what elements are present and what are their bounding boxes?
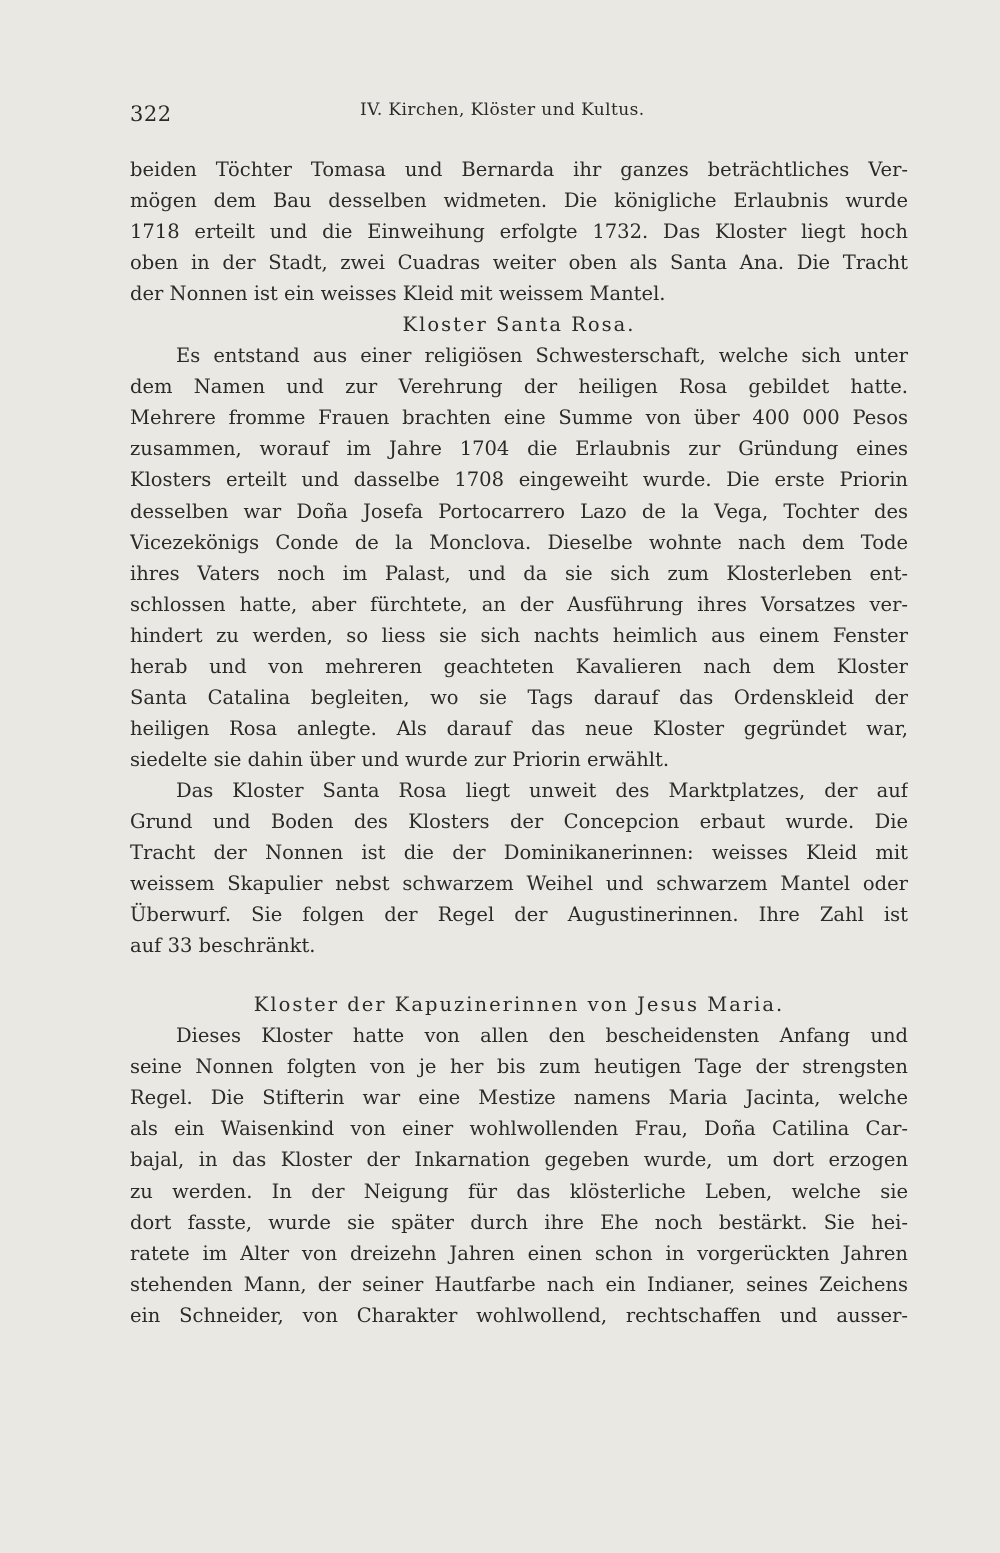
text-line: der Nonnen ist ein weisses Kleid mit weissem Mantel.: [130, 282, 666, 306]
text-line: siedelte sie dahin über und wurde zur Priorin erwählt.: [130, 747, 670, 771]
text-line: hindert zu werden, so liess sie sich nachts heimlich aus einem Fenster: [130, 623, 908, 647]
text-line: dort fasste, wurde sie später durch ihre Ehe noch bestärkt. Sie hei-: [130, 1210, 908, 1234]
text-line: stehenden Mann, der seiner Hautfarbe nach ein Indianer, seines Zeichens: [130, 1272, 908, 1296]
body-text: [130, 154, 908, 1331]
text-line: Das Kloster Santa Rosa liegt unweit des Marktplatzes, der auf: [176, 778, 908, 802]
text-line: beiden Töchter Tomasa und Bernarda ihr ganzes beträchtliches Ver-: [130, 158, 908, 181]
text-line: heiligen Rosa anlegte. Als darauf das neue Kloster gegründet war,: [130, 716, 908, 740]
text-line: Regel. Die Stifterin war eine Mestize namens Maria Jacinta, welche: [130, 1086, 908, 1110]
text-line: Überwurf. Sie folgen der Regel der Augustinerinnen. Ihre Zahl ist: [130, 903, 908, 927]
text-line: Dieses Kloster hatte von allen den bescheidensten Anfang und: [176, 1024, 908, 1048]
text-line: ein Schneider, von Charakter wohlwollend, rechtschaffen und ausser-: [130, 1303, 908, 1327]
text-line: herab und von mehreren geachteten Kavalieren nach dem Kloster: [130, 654, 908, 678]
text-line: schlossen hatte, aber fürchtete, an der Ausführung ihres Vorsatzes ver-: [130, 592, 908, 616]
text-line: Grund und Boden des Klosters der Concepcion erbaut wurde. Die: [130, 809, 908, 833]
text-line: als ein Waisenkind von einer wohlwollenden Frau, Doña Catilina Car-: [130, 1117, 908, 1141]
text-line: Vicezekönigs Conde de la Monclova. Dieselbe wohnte nach dem Tode: [130, 530, 908, 554]
text-line: 1718 erteilt und die Einweihung erfolgte 1732. Das Kloster liegt hoch: [130, 220, 908, 244]
section-heading-santa-rosa: Kloster Santa Rosa.: [402, 313, 636, 337]
text-line: mögen dem Bau desselben widmeten. Die königliche Erlaubnis wurde: [130, 189, 908, 213]
text-line: seine Nonnen folgten von je her bis zum heutigen Tage der strengsten: [130, 1055, 908, 1079]
text-line: Tracht der Nonnen ist die der Dominikanerinnen: weisses Kleid mit: [130, 841, 908, 865]
text-line: dem Namen und zur Verehrung der heiligen Rosa gebildet hatte.: [130, 375, 908, 399]
section-gap: [130, 961, 908, 989]
page-number: 322: [130, 102, 172, 126]
running-head: IV. Kirchen, Klöster und Kultus.: [360, 100, 645, 120]
section-heading-kapuzinerinnen: Kloster der Kapuzinerinnen von Jesus Maria.: [253, 993, 785, 1017]
text-line: auf 33 beschränkt.: [130, 934, 316, 958]
text-line: Klosters erteilt und dasselbe 1708 eingeweiht wurde. Die erste Priorin: [130, 468, 908, 492]
text-line: zusammen, worauf im Jahre 1704 die Erlaubnis zur Gründung eines: [130, 437, 908, 461]
text-line: ratete im Alter von dreizehn Jahren einen schon in vorgerückten Jahren: [130, 1241, 908, 1265]
text-line: bajal, in das Kloster der Inkarnation gegeben wurde, um dort erzogen: [130, 1148, 908, 1172]
page-header: [130, 100, 910, 134]
text-line: weissem Skapulier nebst schwarzem Weihel und schwarzem Mantel oder: [130, 872, 908, 896]
text-line: desselben war Doña Josefa Portocarrero Lazo de la Vega, Tochter des: [130, 499, 908, 523]
text-line: Santa Catalina begleiten, wo sie Tags darauf das Ordenskleid der: [130, 685, 908, 709]
text-line: ihres Vaters noch im Palast, und da sie sich zum Klosterleben ent-: [130, 561, 908, 585]
text-line: Es entstand aus einer religiösen Schwesterschaft, welche sich unter: [176, 344, 908, 368]
text-line: oben in der Stadt, zwei Cuadras weiter oben als Santa Ana. Die Tracht: [130, 251, 908, 275]
text-line: Mehrere fromme Frauen brachten eine Summe von über 400 000 Pesos: [130, 406, 908, 430]
text-line: zu werden. In der Neigung für das klösterliche Leben, welche sie: [130, 1179, 908, 1203]
